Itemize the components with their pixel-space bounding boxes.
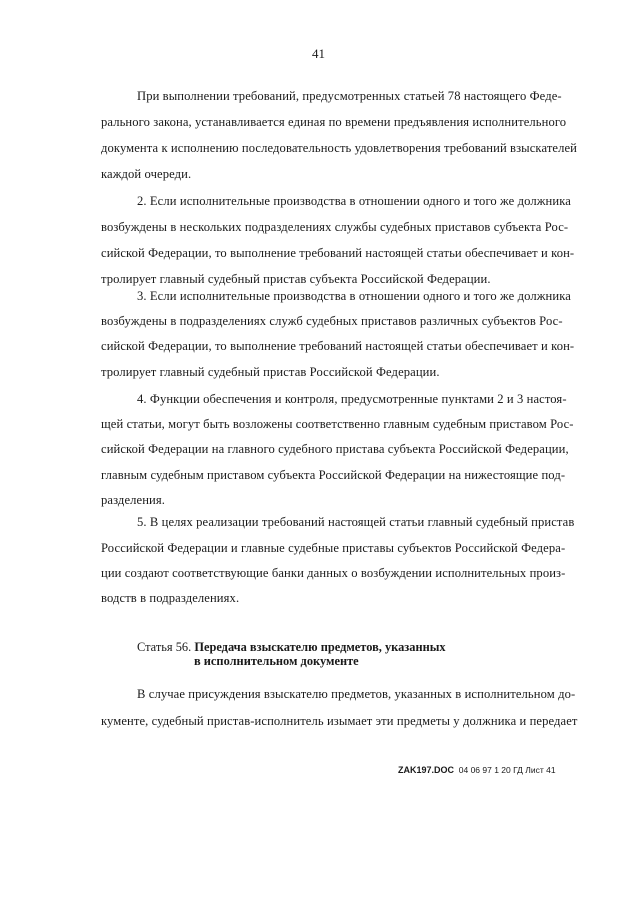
footer-file: ZAK197.DOC [398,765,455,775]
article-heading [137,640,446,655]
text-line: 3. Если исполнительные производства в отношении одного и того же должника [137,289,571,303]
text-line: 5. В целях реализации требований настоящей статьи главный судебный пристав [137,515,575,529]
text-line: При выполнении требований, предусмотренных статьей 78 настоящего Феде- [137,89,562,103]
text-line: ции создают соответствующие банки данных о возбуждении исполнительных произ- [101,566,566,580]
text-line: главным судебным приставом субъекта Российской Федерации на нижестоящие под- [101,468,566,482]
text-line: документа к исполнению последовательность удовлетворения требований взыскателей [101,141,578,155]
text-line: В случае присуждения взыскателю предметов, указанных в исполнительном до- [137,687,576,701]
text-line: сийской Федерации на главного судебного пристава субъекта Российской Федерации, [101,442,569,456]
text-line: водств в подразделениях. [101,591,240,605]
text-line: каждой очереди. [101,167,192,181]
text-line: разделения. [101,493,166,507]
article-title: Передача взыскателю предметов, указанных [194,640,446,654]
text-line: 2. Если исполнительные производства в отношении одного и того же должника [137,194,571,208]
text-line: тролирует главный судебный пристав Российской Федерации. [101,365,440,379]
text-line: кументе, судебный пристав-исполнитель изымает эти предметы у должника и передает [101,714,578,728]
text-line: сийской Федерации, то выполнение требований настоящей статьи обеспечивает и кон- [101,339,575,353]
text-line: рального закона, устанавливается единая по времени предъявления исполнительного [101,115,567,129]
text-line: возбуждены в подразделениях служб судебных приставов различных субъектов Рос- [101,314,563,328]
article-number: Статья 56. [137,640,192,654]
text-line: 4. Функции обеспечения и контроля, предусмотренные пунктами 2 и 3 настоя- [137,392,567,406]
text-line: щей статьи, могут быть возложены соответственно главным судебным приставом Рос- [101,417,574,431]
text-line: сийской Федерации, то выполнение требований настоящей статьи обеспечивает и кон- [101,246,575,260]
text-line: тролирует главный судебный пристав субъекта Российской Федерации. [101,272,491,286]
text-line: возбуждены в нескольких подразделениях службы судебных приставов субъекта Рос- [101,220,569,234]
article-title-line2: в исполнительном документе [194,654,359,668]
page-footer [398,765,556,775]
text-line: Российской Федерации и главные судебные приставы субъектов Российской Федера- [101,541,566,555]
page-number: 41 [312,46,325,61]
footer-info: 04 06 97 1 20 ГД Лист 41 [458,765,556,775]
